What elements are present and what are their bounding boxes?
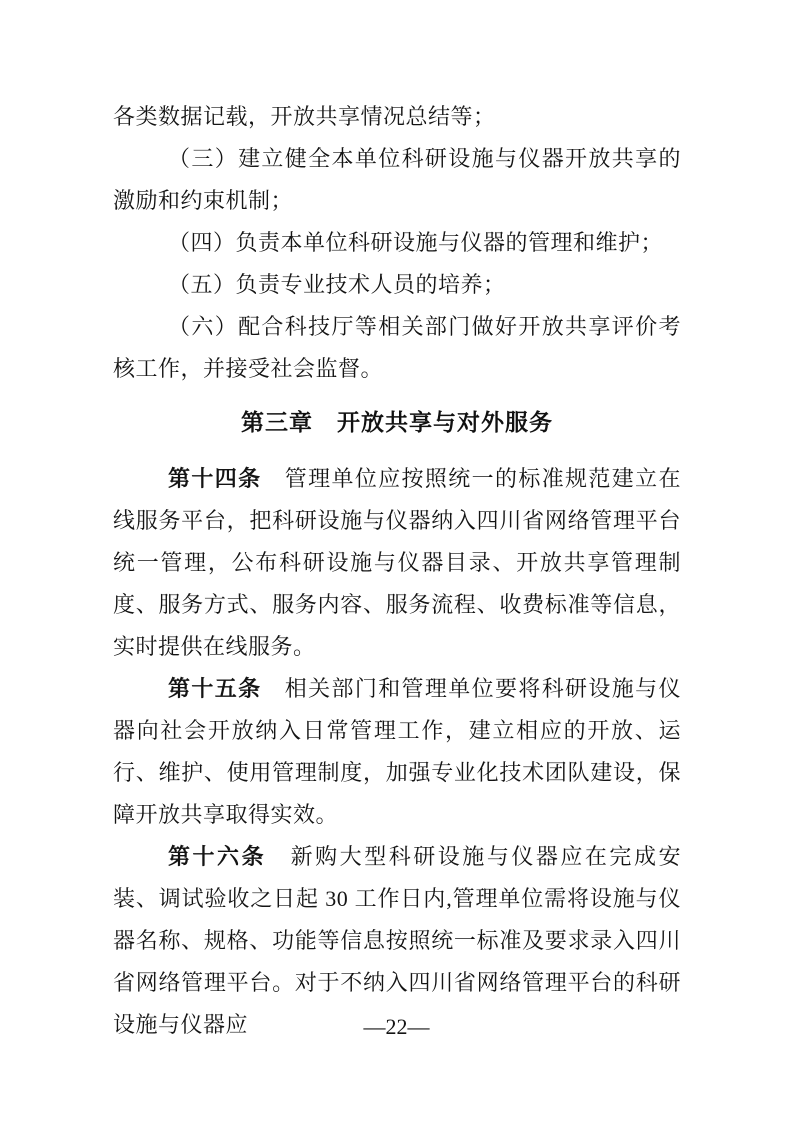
paragraph-continuation (113, 96, 681, 138)
chapter-heading: 第三章 开放共享与对外服务 (241, 409, 553, 435)
paragraph-text: 相关部门和管理单位要将科研设施与仪器向社会开放纳入日常管理工作，建立相应的开放、运行、维护、使用管理制度，加强专业化技术团队建设，保障开放共享取得实效。 (113, 676, 681, 827)
paragraph (113, 458, 681, 668)
paragraph (113, 222, 681, 264)
paragraph-text: 管理单位应按照统一的标准规范建立在线服务平台，把科研设施与仪器纳入四川省网络管理平台统一管理，公布科研设施与仪器目录、开放共享管理制度、服务方式、服务内容、服务流程、收费标准等信息，实时提供在线服务。 (113, 466, 681, 659)
paragraph-text: （三）建立健全本单位科研设施与仪器开放共享的激励和约束机制； (113, 146, 681, 213)
paragraph-text: 各类数据记载，开放共享情况总结等； (113, 104, 496, 129)
paragraph-text: （六）配合科技厅等相关部门做好开放共享评价考核工作，并接受社会监督。 (113, 314, 681, 381)
paragraph-text: （五）负责专业技术人员的培养； (168, 272, 506, 297)
paragraph (113, 668, 681, 836)
article-number: 第十六条 (168, 844, 291, 869)
paragraph (113, 264, 681, 306)
paragraph (113, 138, 681, 222)
document-body (113, 96, 681, 1046)
page-number: —22— (363, 1014, 430, 1039)
paragraph-text: （四）负责本单位科研设施与仪器的管理和维护； (168, 230, 664, 255)
paragraph-text: 新购大型科研设施与仪器应在完成安装、调试验收之日起 30 工作日内,管理单位需将设施与仪器名称、规格、功能等信息按照统一标准及要求录入四川省网络管理平台。对于不纳入四川省网络管理平台的科研设施与仪器应 (113, 844, 681, 1037)
article-number: 第十五条 (168, 676, 285, 701)
paragraph (113, 306, 681, 390)
article-number: 第十四条 (168, 466, 285, 491)
